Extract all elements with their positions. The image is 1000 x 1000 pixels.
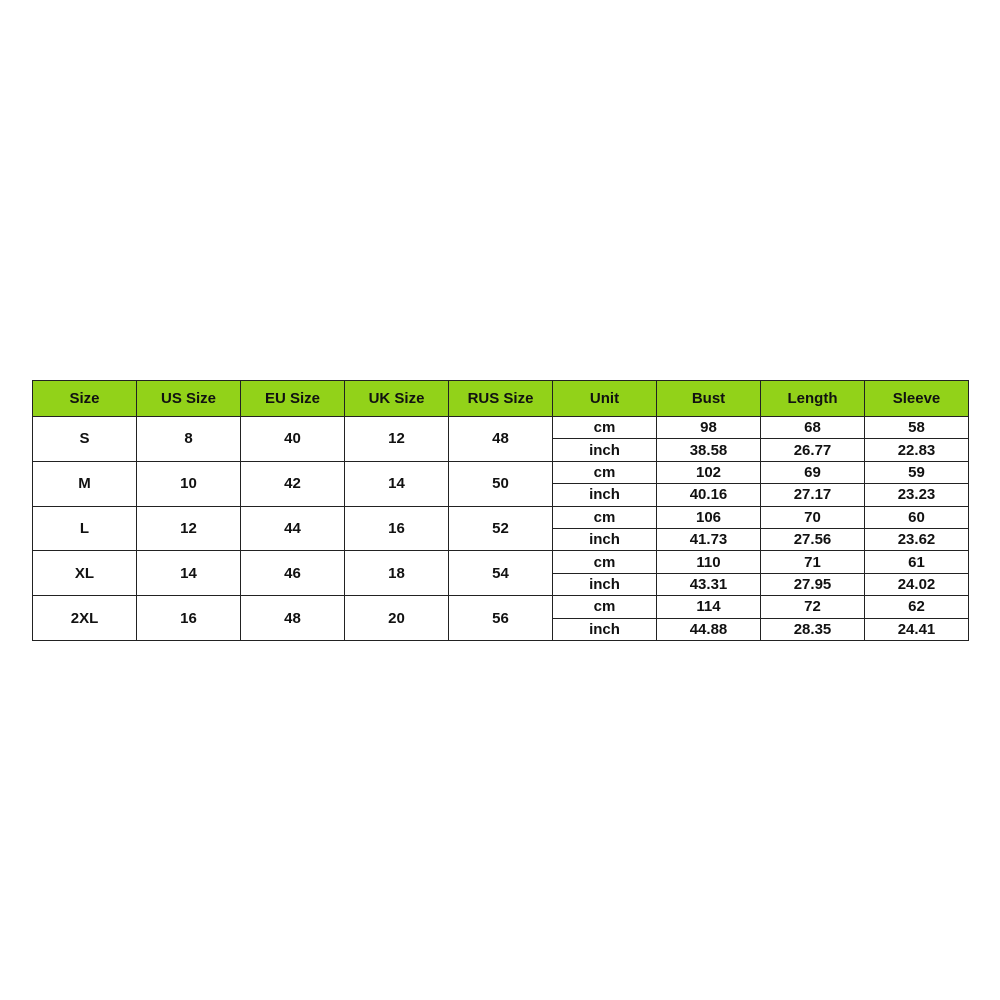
bust-cell: 106: [657, 506, 761, 528]
sleeve-cell: 23.62: [865, 528, 969, 550]
size-cell: L: [33, 506, 137, 551]
table-row: [33, 461, 969, 483]
uk-size-cell: 20: [345, 596, 449, 641]
eu-size-cell: 46: [241, 551, 345, 596]
rus-size-cell: 54: [449, 551, 553, 596]
table-row: [33, 506, 969, 528]
length-cell: 69: [761, 461, 865, 483]
bust-cell: 110: [657, 551, 761, 573]
us-size-cell: 10: [137, 461, 241, 506]
size-cell: XL: [33, 551, 137, 596]
header-eu-size: EU Size: [241, 381, 345, 417]
header-sleeve: Sleeve: [865, 381, 969, 417]
sleeve-cell: 61: [865, 551, 969, 573]
unit-cell: cm: [553, 461, 657, 483]
eu-size-cell: 42: [241, 461, 345, 506]
us-size-cell: 16: [137, 596, 241, 641]
header-bust: Bust: [657, 381, 761, 417]
uk-size-cell: 14: [345, 461, 449, 506]
bust-cell: 38.58: [657, 439, 761, 461]
bust-cell: 41.73: [657, 528, 761, 550]
table-body: [33, 417, 969, 641]
bust-cell: 102: [657, 461, 761, 483]
unit-cell: cm: [553, 506, 657, 528]
length-cell: 68: [761, 417, 865, 439]
size-chart-table: [32, 380, 969, 641]
length-cell: 71: [761, 551, 865, 573]
rus-size-cell: 48: [449, 417, 553, 462]
sleeve-cell: 59: [865, 461, 969, 483]
eu-size-cell: 40: [241, 417, 345, 462]
rus-size-cell: 56: [449, 596, 553, 641]
bust-cell: 40.16: [657, 484, 761, 506]
sleeve-cell: 60: [865, 506, 969, 528]
length-cell: 27.17: [761, 484, 865, 506]
length-cell: 70: [761, 506, 865, 528]
uk-size-cell: 18: [345, 551, 449, 596]
length-cell: 27.56: [761, 528, 865, 550]
header-uk-size: UK Size: [345, 381, 449, 417]
unit-cell: inch: [553, 439, 657, 461]
eu-size-cell: 44: [241, 506, 345, 551]
size-cell: M: [33, 461, 137, 506]
bust-cell: 44.88: [657, 618, 761, 640]
bust-cell: 114: [657, 596, 761, 618]
uk-size-cell: 12: [345, 417, 449, 462]
length-cell: 26.77: [761, 439, 865, 461]
sleeve-cell: 24.41: [865, 618, 969, 640]
bust-cell: 98: [657, 417, 761, 439]
header-row: [33, 381, 969, 417]
us-size-cell: 14: [137, 551, 241, 596]
table-row: [33, 551, 969, 573]
us-size-cell: 8: [137, 417, 241, 462]
eu-size-cell: 48: [241, 596, 345, 641]
size-cell: S: [33, 417, 137, 462]
unit-cell: inch: [553, 484, 657, 506]
unit-cell: cm: [553, 551, 657, 573]
sleeve-cell: 23.23: [865, 484, 969, 506]
uk-size-cell: 16: [345, 506, 449, 551]
unit-cell: cm: [553, 596, 657, 618]
sleeve-cell: 24.02: [865, 573, 969, 595]
sleeve-cell: 22.83: [865, 439, 969, 461]
sleeve-cell: 62: [865, 596, 969, 618]
header-unit: Unit: [553, 381, 657, 417]
length-cell: 27.95: [761, 573, 865, 595]
unit-cell: inch: [553, 573, 657, 595]
length-cell: 72: [761, 596, 865, 618]
table-row: [33, 417, 969, 439]
header-length: Length: [761, 381, 865, 417]
header-us-size: US Size: [137, 381, 241, 417]
unit-cell: inch: [553, 618, 657, 640]
header-rus-size: RUS Size: [449, 381, 553, 417]
unit-cell: inch: [553, 528, 657, 550]
us-size-cell: 12: [137, 506, 241, 551]
size-cell: 2XL: [33, 596, 137, 641]
header-size: Size: [33, 381, 137, 417]
sleeve-cell: 58: [865, 417, 969, 439]
rus-size-cell: 50: [449, 461, 553, 506]
table-row: [33, 596, 969, 618]
rus-size-cell: 52: [449, 506, 553, 551]
bust-cell: 43.31: [657, 573, 761, 595]
table-header: [33, 381, 969, 417]
length-cell: 28.35: [761, 618, 865, 640]
unit-cell: cm: [553, 417, 657, 439]
